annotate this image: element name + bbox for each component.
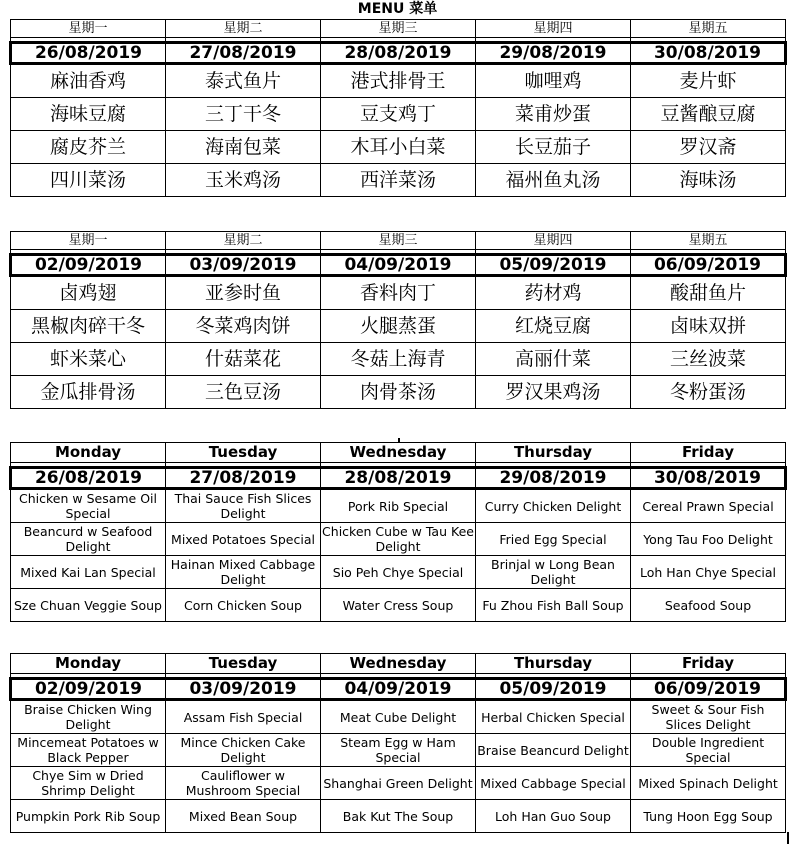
date-cell: 03/09/2019 bbox=[166, 255, 321, 276]
dish-cell: 三丝波菜 bbox=[631, 343, 786, 376]
dish-cell: Fu Zhou Fish Ball Soup bbox=[476, 589, 631, 622]
day-mon: Monday bbox=[11, 443, 166, 463]
dish-cell: Fried Egg Special bbox=[476, 523, 631, 556]
dish-cell: Pumpkin Pork Rib Soup bbox=[11, 800, 166, 833]
dish-cell: Water Cress Soup bbox=[321, 589, 476, 622]
dish-cell: Chye Sim w Dried Shrimp Delight bbox=[11, 767, 166, 800]
date-cell: 05/09/2019 bbox=[476, 255, 631, 276]
dish-cell: 福州鱼丸汤 bbox=[476, 164, 631, 197]
dish-cell: Cereal Prawn Special bbox=[631, 489, 786, 523]
dish-cell: 四川菜汤 bbox=[11, 164, 166, 197]
dish-cell: Mixed Bean Soup bbox=[166, 800, 321, 833]
dish-row bbox=[11, 164, 786, 197]
date-cell: 02/09/2019 bbox=[11, 255, 166, 276]
dish-row bbox=[11, 800, 786, 833]
day-header-row bbox=[11, 20, 786, 38]
date-row bbox=[11, 468, 786, 489]
dish-cell: 豆酱酿豆腐 bbox=[631, 98, 786, 131]
cn-week-1-table bbox=[9, 19, 787, 197]
day-thu: Thursday bbox=[476, 654, 631, 674]
dish-cell: 虾米菜心 bbox=[11, 343, 166, 376]
dish-cell: Meat Cube Delight bbox=[321, 700, 476, 734]
dish-cell: Hainan Mixed Cabbage Delight bbox=[166, 556, 321, 589]
date-row bbox=[11, 679, 786, 700]
day-fri: 星期五 bbox=[631, 20, 786, 38]
dish-cell: Mixed Kai Lan Special bbox=[11, 556, 166, 589]
dish-cell: Loh Han Chye Special bbox=[631, 556, 786, 589]
dish-row bbox=[11, 98, 786, 131]
dish-row bbox=[11, 489, 786, 523]
dish-cell: Tung Hoon Egg Soup bbox=[631, 800, 786, 833]
dish-cell: Sweet & Sour Fish Slices Delight bbox=[631, 700, 786, 734]
day-tue: Tuesday bbox=[166, 443, 321, 463]
dish-cell: Mincemeat Potatoes w Black Pepper bbox=[11, 734, 166, 767]
day-header-row bbox=[11, 654, 786, 674]
day-header-row bbox=[11, 232, 786, 250]
dish-cell: 亚参时鱼 bbox=[166, 276, 321, 310]
dish-cell: Mixed Cabbage Special bbox=[476, 767, 631, 800]
day-wed: Wednesday bbox=[321, 443, 476, 463]
dish-cell: Loh Han Guo Soup bbox=[476, 800, 631, 833]
dish-row bbox=[11, 700, 786, 734]
dish-cell: 什菇菜花 bbox=[166, 343, 321, 376]
day-fri: Friday bbox=[631, 654, 786, 674]
dish-cell: Curry Chicken Delight bbox=[476, 489, 631, 523]
date-row bbox=[11, 43, 786, 64]
cn-week-2-table bbox=[9, 231, 787, 409]
date-cell: 04/09/2019 bbox=[321, 255, 476, 276]
day-thu: 星期四 bbox=[476, 20, 631, 38]
date-cell: 06/09/2019 bbox=[631, 255, 786, 276]
date-cell: 03/09/2019 bbox=[166, 679, 321, 700]
menu-title: MENU 菜单 bbox=[357, 1, 438, 17]
dish-cell: 酸甜鱼片 bbox=[631, 276, 786, 310]
day-header-row bbox=[11, 443, 786, 463]
dish-cell: 药材鸡 bbox=[476, 276, 631, 310]
date-cell: 30/08/2019 bbox=[631, 43, 786, 64]
dish-cell: 海味豆腐 bbox=[11, 98, 166, 131]
date-cell: 26/08/2019 bbox=[11, 468, 166, 489]
date-cell: 29/08/2019 bbox=[476, 468, 631, 489]
dish-cell: Chicken Cube w Tau Kee Delight bbox=[322, 524, 474, 554]
day-wed: 星期三 bbox=[321, 20, 476, 38]
en-week-2-table bbox=[9, 653, 787, 833]
dish-cell: 香料肉丁 bbox=[321, 276, 476, 310]
dish-cell: Brinjal w Long Bean Delight bbox=[476, 556, 631, 589]
dish-row bbox=[11, 310, 786, 343]
dish-cell: 长豆茄子 bbox=[476, 131, 631, 164]
dish-cell: 黑椒肉碎干冬 bbox=[11, 310, 166, 343]
dish-cell: Braise Chicken Wing Delight bbox=[11, 700, 166, 734]
day-fri: Friday bbox=[631, 443, 786, 463]
dish-cell: 西洋菜汤 bbox=[321, 164, 476, 197]
dish-cell: Yong Tau Foo Delight bbox=[631, 523, 786, 556]
date-cell: 04/09/2019 bbox=[321, 679, 476, 700]
dish-cell: 卤味双拼 bbox=[631, 310, 786, 343]
dish-cell: 港式排骨王 bbox=[321, 64, 476, 98]
dish-row bbox=[11, 734, 786, 767]
dish-row bbox=[11, 276, 786, 310]
dish-row bbox=[11, 523, 786, 556]
en-week-1-table bbox=[9, 442, 787, 622]
date-cell: 06/09/2019 bbox=[631, 679, 786, 700]
date-cell: 27/08/2019 bbox=[166, 43, 321, 64]
dish-cell: 红烧豆腐 bbox=[476, 310, 631, 343]
dish-cell: Sze Chuan Veggie Soup bbox=[11, 589, 166, 622]
date-cell: 30/08/2019 bbox=[631, 468, 786, 489]
date-cell: 28/08/2019 bbox=[321, 468, 476, 489]
dish-cell: Braise Beancurd Delight bbox=[476, 734, 631, 767]
dish-cell: Corn Chicken Soup bbox=[166, 589, 321, 622]
date-cell: 29/08/2019 bbox=[476, 43, 631, 64]
dish-cell: 海味汤 bbox=[631, 164, 786, 197]
dish-cell: Bak Kut The Soup bbox=[321, 800, 476, 833]
dish-cell: Herbal Chicken Special bbox=[476, 700, 631, 734]
dish-row bbox=[11, 589, 786, 622]
dish-cell: 咖哩鸡 bbox=[476, 64, 631, 98]
dish-cell: 高丽什菜 bbox=[476, 343, 631, 376]
dish-cell: Pork Rib Special bbox=[321, 489, 476, 523]
dish-cell: Assam Fish Special bbox=[166, 700, 321, 734]
dish-cell: Beancurd w Seafood Delight bbox=[11, 523, 166, 556]
day-tue: Tuesday bbox=[166, 654, 321, 674]
date-cell: 26/08/2019 bbox=[11, 43, 166, 64]
dish-cell: 金瓜排骨汤 bbox=[11, 376, 166, 409]
dish-cell: Mixed Potatoes Special bbox=[166, 523, 321, 556]
day-mon: 星期一 bbox=[11, 20, 166, 38]
dish-cell: Seafood Soup bbox=[631, 589, 786, 622]
dish-row bbox=[11, 131, 786, 164]
dish-cell: 海南包菜 bbox=[166, 131, 321, 164]
day-mon: 星期一 bbox=[11, 232, 166, 250]
day-fri: 星期五 bbox=[631, 232, 786, 250]
day-tue: 星期二 bbox=[166, 20, 321, 38]
dish-cell: Shanghai Green Delight bbox=[321, 767, 476, 800]
date-cell: 27/08/2019 bbox=[166, 468, 321, 489]
dish-cell: 麦片虾 bbox=[631, 64, 786, 98]
dish-cell: 麻油香鸡 bbox=[11, 64, 166, 98]
dish-cell: 肉骨茶汤 bbox=[321, 376, 476, 409]
stray-mark bbox=[787, 832, 789, 844]
dish-cell: 冬粉蛋汤 bbox=[631, 376, 786, 409]
dish-cell: 三色豆汤 bbox=[166, 376, 321, 409]
dish-cell: Chicken w Sesame Oil Special bbox=[11, 489, 166, 523]
day-thu: Thursday bbox=[476, 443, 631, 463]
day-thu: 星期四 bbox=[476, 232, 631, 250]
dish-cell: 火腿蒸蛋 bbox=[321, 310, 476, 343]
dish-row bbox=[11, 64, 786, 98]
day-wed: 星期三 bbox=[321, 232, 476, 250]
dish-row bbox=[11, 556, 786, 589]
dish-cell: 冬菇上海青 bbox=[321, 343, 476, 376]
dish-cell: Thai Sauce Fish Slices Delight bbox=[166, 489, 321, 523]
date-cell: 05/09/2019 bbox=[476, 679, 631, 700]
dish-cell: 玉米鸡汤 bbox=[166, 164, 321, 197]
dish-cell: Mixed Spinach Delight bbox=[631, 767, 786, 800]
date-cell: 28/08/2019 bbox=[321, 43, 476, 64]
stray-mark bbox=[398, 438, 400, 442]
dish-cell: Cauliflower w Mushroom Special bbox=[166, 767, 321, 800]
dish-cell: Double Ingredient Special bbox=[631, 734, 786, 767]
day-wed: Wednesday bbox=[321, 654, 476, 674]
date-row bbox=[11, 255, 786, 276]
dish-cell: 卤鸡翅 bbox=[11, 276, 166, 310]
dish-cell: Sio Peh Chye Special bbox=[321, 556, 476, 589]
date-cell: 02/09/2019 bbox=[11, 679, 166, 700]
dish-cell: 豆支鸡丁 bbox=[321, 98, 476, 131]
dish-cell: Mince Chicken Cake Delight bbox=[166, 734, 321, 767]
day-mon: Monday bbox=[11, 654, 166, 674]
dish-cell: 泰式鱼片 bbox=[166, 64, 321, 98]
dish-row bbox=[11, 343, 786, 376]
dish-cell: 冬菜鸡肉饼 bbox=[166, 310, 321, 343]
dish-row bbox=[11, 767, 786, 800]
dish-cell: Steam Egg w Ham Special bbox=[321, 734, 476, 767]
dish-cell: 菜甫炒蛋 bbox=[476, 98, 631, 131]
dish-cell: 木耳小白菜 bbox=[321, 131, 476, 164]
dish-cell: 罗汉斋 bbox=[631, 131, 786, 164]
dish-row bbox=[11, 376, 786, 409]
day-tue: 星期二 bbox=[166, 232, 321, 250]
dish-cell: 腐皮芥兰 bbox=[11, 131, 166, 164]
dish-cell: 罗汉果鸡汤 bbox=[476, 376, 631, 409]
dish-cell: 三丁干冬 bbox=[166, 98, 321, 131]
